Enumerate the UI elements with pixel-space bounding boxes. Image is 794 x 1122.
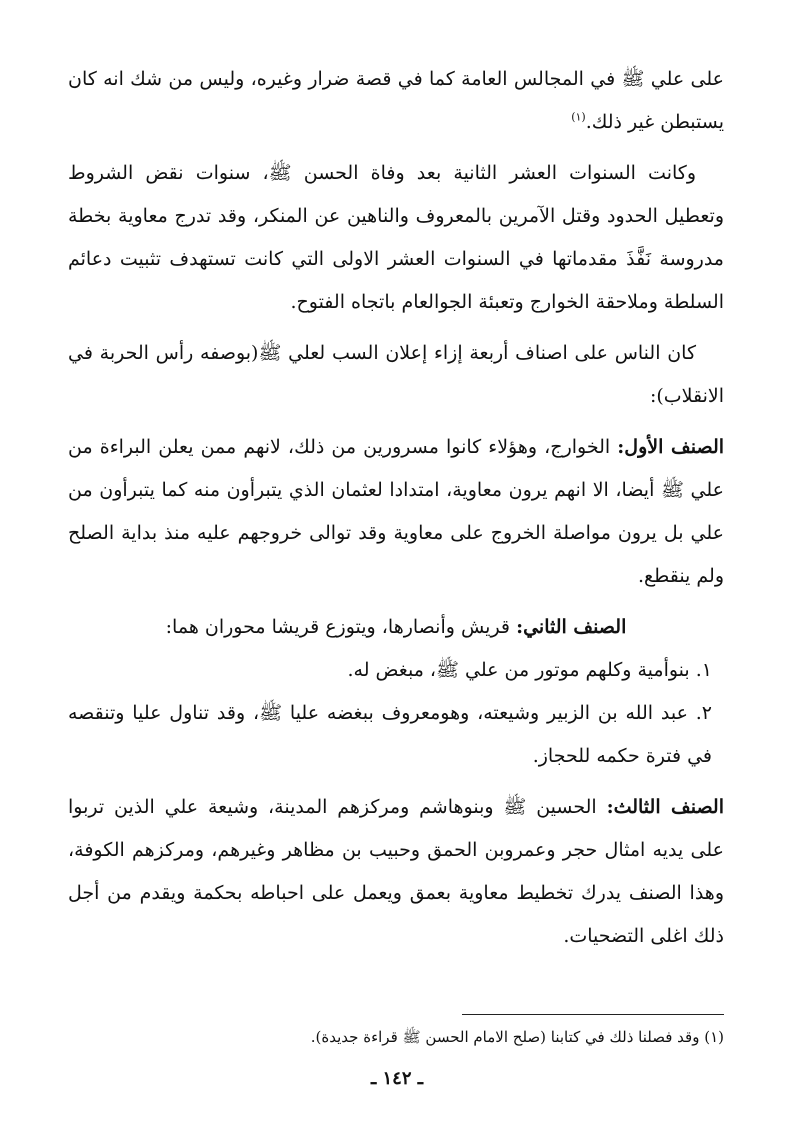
category-1	[68, 426, 724, 598]
category-2	[68, 606, 724, 649]
paragraph-1-text: على علي ﷺ في المجالس العامة كما في قصة ضرار وغيره، وليس من شك انه كان يستبطن غير ذلك.	[68, 68, 724, 133]
paragraph-1	[68, 58, 724, 144]
category-1-heading: الصنف الأول:	[617, 436, 725, 458]
category-2-text: قريش وأنصارها، ويتوزع قريشا محوران هما:	[165, 616, 511, 638]
category-3	[68, 786, 724, 958]
category-2-heading: الصنف الثاني:	[516, 616, 627, 638]
footnote-separator	[462, 1014, 724, 1015]
category-2-item-1: ١. بنوأمية وكلهم موتور من علي ﷺ، مبغض له.	[347, 659, 712, 681]
footnote-reference: (١)	[571, 110, 586, 124]
footnote: (١) وقد فصلنا ذلك في كتابنا (صلح الامام الحسن ﷺ قراءة جديدة).	[310, 1028, 724, 1046]
paragraph-2: وكانت السنوات العشر الثانية بعد وفاة الحسن ﷺ، سنوات نقض الشروط وتعطيل الحدود وقتل الآمرين بالمعروف والناهين عن المنكر، وقد تدرج معاوية بخطة مدروسة نَفَّذَ مقدماتها في السنوات العشر الاولى التي كانت تستهدف تثبيت دعائم السلطة وملاحقة الخوارج وتعبئة الجوالعام باتجاه الفتوح.	[68, 162, 724, 313]
category-3-text: الحسين ﷺ وبنوهاشم ومركزهم المدينة، وشيعة علي الذين تربوا على يديه امثال حجر وعمروبن الحمق وحبيب بن مظاهر وغيرهم، ومركزهم الكوفة، وهذا الصنف يدرك تخطيط معاوية بعمق ويعمل على احباطه بحكمة ويقدم من أجل ذلك اغلى التضحيات.	[68, 796, 724, 947]
category-2-item-2: ٢. عبد الله بن الزبير وشيعته، وهومعروف ببغضه عليا ﷺ، وقد تناول عليا وتنقصه في فترة حكمه للحجاز.	[68, 702, 712, 767]
paragraph-3: كان الناس على اصناف أربعة إزاء إعلان السب لعلي ﷺ(بوصفه رأس الحربة في الانقلاب):	[68, 342, 724, 407]
category-1-text: الخوارج، وهؤلاء كانوا مسرورين من ذلك، لانهم ممن يعلن البراءة من علي ﷺ أيضا، الا انهم يرون معاوية، امتدادا لعثمان الذي يتبرأون منه كما يتبرأون من علي بل يرون مواصلة الخروج على معاوية وقد توالى خروجهم عليه منذ بداية الصلح ولم ينقطع.	[68, 436, 724, 587]
body-text	[68, 58, 724, 958]
category-3-heading: الصنف الثالث:	[606, 796, 724, 818]
page-number: ـ ١٤٢ ـ	[370, 1068, 424, 1089]
